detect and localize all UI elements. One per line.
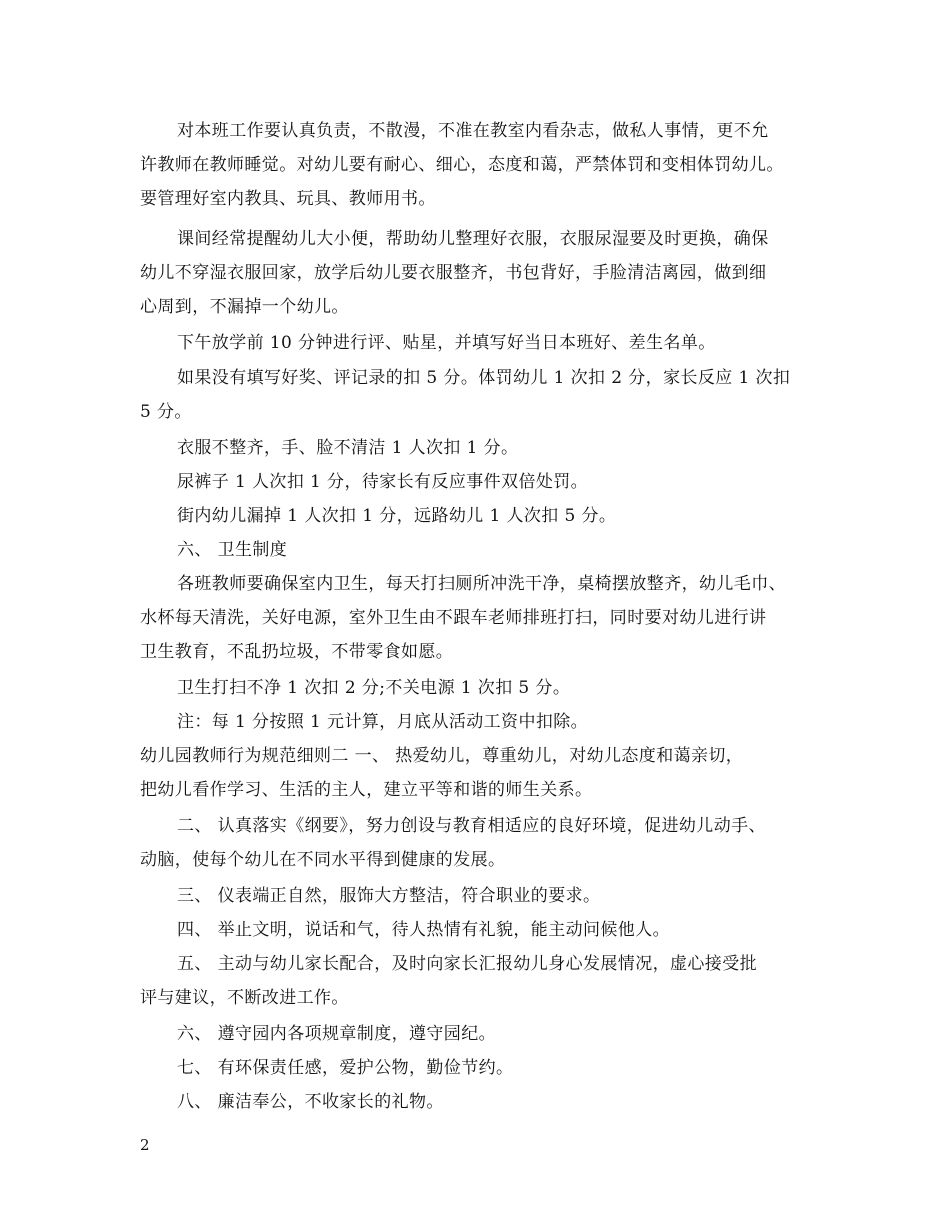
text-line: 六、 遵守园内各项规章制度，遵守园纪。	[177, 1024, 497, 1044]
text-line: 课间经常提醒幼儿大小便，帮助幼儿整理好衣服，衣服尿湿要及时更换，确保	[177, 229, 769, 249]
section-heading: 六、 卫生制度	[177, 540, 288, 560]
text-line: 心周到，不漏掉一个幼儿。	[140, 297, 349, 317]
text-line: 卫生教育，不乱扔垃圾，不带零食如愿。	[140, 642, 454, 662]
text-line: 衣服不整齐，手、脸不清洁 1 人次扣 1 分。	[177, 438, 519, 458]
text-line: 幼儿不穿湿衣服回家，放学后幼儿要衣服整齐，书包背好，手脸清洁离园，做到细	[140, 263, 767, 283]
text-line: 注：每 1 分按照 1 元计算，月底从活动工资中扣除。	[177, 712, 589, 732]
text-line: 如果没有填写好奖、评记录的扣 5 分。体罚幼儿 1 次扣 2 分，家长反应 1 次扣	[177, 368, 791, 388]
page-number: 2	[140, 1136, 150, 1154]
text-line: 评与建议，不断改进工作。	[140, 988, 349, 1008]
text-line: 要管理好室内教具、玩具、教师用书。	[140, 189, 436, 209]
text-line: 许教师在教师睡觉。对幼儿要有耐心、细心，态度和蔼，严禁体罚和变相体罚幼儿。	[140, 155, 784, 175]
text-line: 四、 举止文明，说话和气，待人热情有礼貌，能主动问候他人。	[177, 920, 671, 940]
text-line: 水杯每天清洗，关好电源，室外卫生由不跟车老师排班打扫，同时要对幼儿进行讲	[140, 608, 767, 628]
text-line: 八、 廉洁奉公，不收家长的礼物。	[177, 1092, 444, 1112]
text-line: 卫生打扫不净 1 次扣 2 分;不关电源 1 次扣 5 分。	[177, 678, 571, 698]
text-line: 二、 认真落实《纲要》，努力创设与教育相适应的良好环境，促进幼儿动手、	[177, 816, 766, 836]
text-line: 街内幼儿漏掉 1 人次扣 1 分，远路幼儿 1 人次扣 5 分。	[177, 506, 617, 526]
text-line: 对本班工作要认真负责，不散漫，不准在教室内看杂志，做私人事情，更不允	[177, 121, 769, 141]
text-line: 把幼儿看作学习、生活的主人，建立平等和谐的师生关系。	[140, 780, 593, 800]
text-line: 三、 仪表端正自然，服饰大方整洁，符合职业的要求。	[177, 886, 601, 906]
text-line: 七、 有环保责任感，爱护公物，勤俭节约。	[177, 1058, 514, 1078]
text-line: 5 分。	[140, 402, 192, 422]
text-line: 尿裤子 1 人次扣 1 分，待家长有反应事件双倍处罚。	[177, 472, 589, 492]
text-line: 各班教师要确保室内卫生，每天打扫厕所冲洗干净，桌椅摆放整齐，幼儿毛巾、	[177, 574, 786, 594]
text-line: 五、 主动与幼儿家长配合，及时向家长汇报幼儿身心发展情况，虚心接受批	[177, 954, 758, 974]
text-line: 下午放学前 10 分钟进行评、贴星，并填写好当日本班好、差生名单。	[177, 333, 716, 353]
text-line: 幼儿园教师行为规范细则二 一、 热爱幼儿，尊重幼儿，对幼儿态度和蔼亲切，	[140, 746, 744, 766]
text-line: 动脑，使每个幼儿在不同水平得到健康的发展。	[140, 850, 506, 870]
